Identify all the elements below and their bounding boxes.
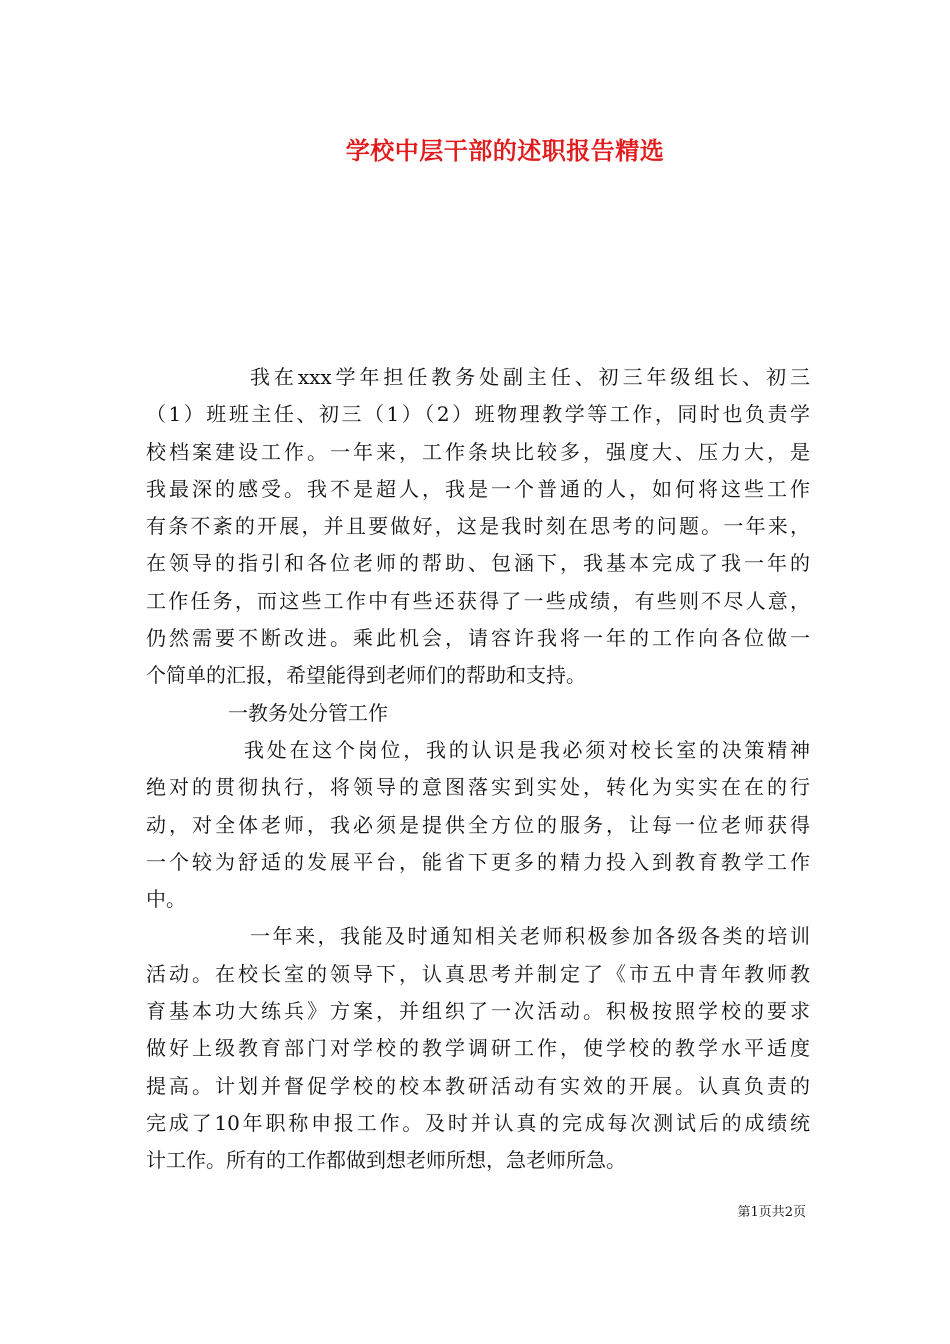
body-line: 在领导的指引和各位老师的帮助、包涵下，我基本完成了我一年的	[146, 551, 810, 576]
body-line: 工作任务，而这些工作中有些还获得了一些成绩，有些则不尽人意，	[146, 588, 810, 613]
body-line: 绝对的贯彻执行，将领导的意图落实到实处，转化为实实在在的行	[146, 775, 810, 800]
body-line: 我在xxx学年担任教务处副主任、初三年级组长、初三	[250, 365, 810, 389]
body-line: 动，对全体老师，我必须是提供全方位的服务，让每一位老师获得	[146, 812, 810, 837]
body-line: 一个较为舒适的发展平台，能省下更多的精力投入到教育教学工作	[146, 849, 810, 874]
body-line: 校档案建设工作。一年来，工作条块比较多，强度大、压力大，是	[146, 439, 810, 464]
section-heading: 一教务处分管工作	[228, 700, 388, 725]
body-line: 仍然需要不断改进。乘此机会，请容许我将一年的工作向各位做一	[146, 626, 810, 651]
body-line: （1）班班主任、初三（1）（2）班物理教学等工作，同时也负责学	[146, 402, 810, 427]
body-line: 育基本功大练兵》方案，并组织了一次活动。积极按照学校的要求	[146, 999, 810, 1024]
body-line: 做好上级教育部门对学校的教学调研工作，使学校的教学水平适度	[146, 1036, 810, 1061]
body-line: 中。	[146, 887, 186, 912]
body-line: 个简单的汇报，希望能得到老师们的帮助和支持。	[146, 663, 586, 688]
page-number: 第1页共2页	[737, 1205, 806, 1220]
body-line: 有条不紊的开展，并且要做好，这是我时刻在思考的问题。一年来，	[146, 514, 810, 539]
document-title: 学校中层干部的述职报告精选	[345, 136, 665, 165]
body-line: 我最深的感受。我不是超人，我是一个普通的人，如何将这些工作	[146, 476, 810, 501]
body-line: 一年来，我能及时通知相关老师积极参加各级各类的培训	[250, 924, 810, 949]
body-line: 我处在这个岗位，我的认识是我必须对校长室的决策精神	[244, 737, 810, 762]
body-line: 活动。在校长室的领导下，认真思考并制定了《市五中青年教师教	[146, 961, 810, 986]
body-line: 完成了10年职称申报工作。及时并认真的完成每次测试后的成绩统	[146, 1110, 810, 1135]
document-body	[146, 359, 810, 1180]
body-line: 提高。计划并督促学校的校本教研活动有实效的开展。认真负责的	[146, 1073, 810, 1098]
body-line: 计工作。所有的工作都做到想老师所想，急老师所急。	[146, 1148, 626, 1173]
